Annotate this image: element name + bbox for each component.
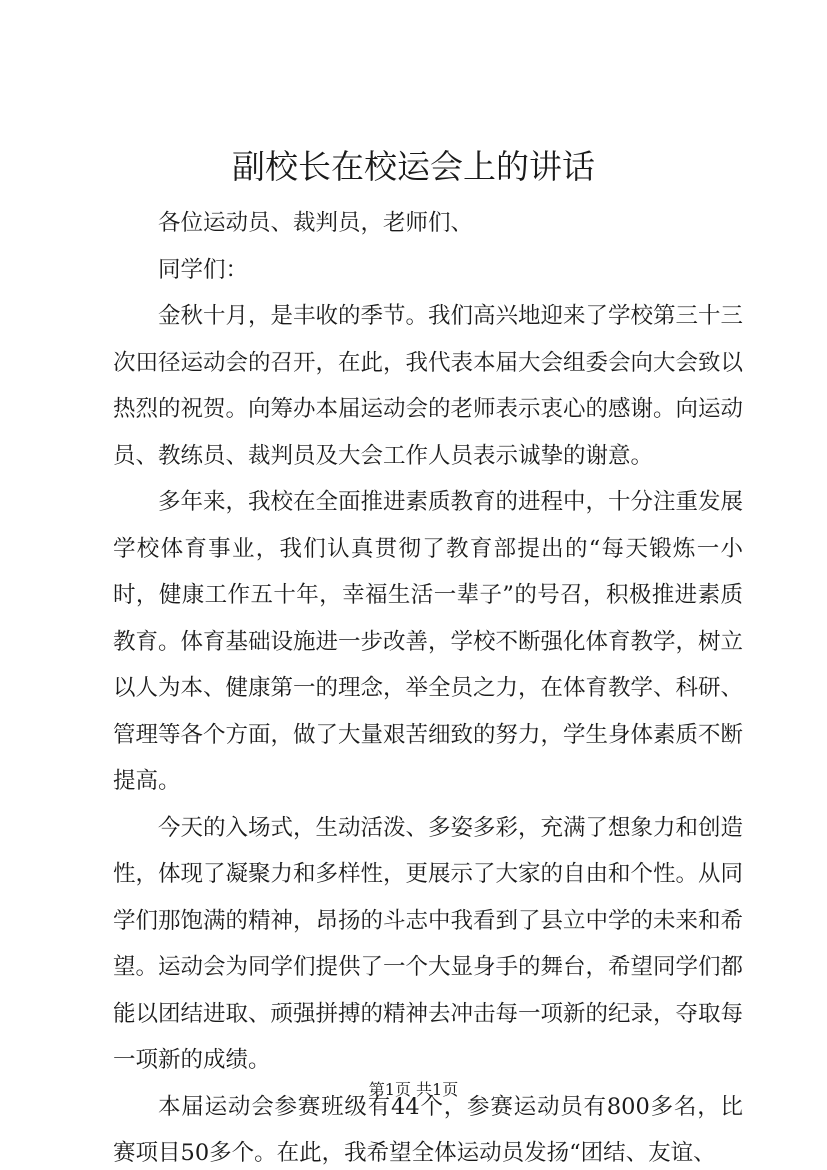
- document-title: 副校长在校运会上的讲话: [232, 147, 595, 186]
- paragraph-4: 本届运动会参赛班级有44个，参赛运动员有800多名，比赛项目50多个。在此，我希望全体运动员发扬“团结、友谊、: [113, 1093, 743, 1166]
- salutation-line-2: 同学们：: [158, 256, 249, 283]
- paragraph-1: 金秋十月，是丰收的季节。我们高兴地迎来了学校第三十三次田径运动会的召开，在此，我代表本届大会组委会向大会致以热烈的祝贺。向筹办本届运动会的老师表示衷心的感谢。向运动员、教练员、裁判员及大会工作人员表示诚挚的谢意。: [113, 303, 744, 469]
- paragraph-3: 今天的入场式，生动活泼、多姿多彩，充满了想象力和创造性，体现了凝聚力和多样性，更展示了大家的自由和个性。从同学们那饱满的精神，昂扬的斗志中我看到了县立中学的未来和希望。运动会为同学们提供了一个大显身手的舞台，希望同学们都能以团结进取、顽强拼搏的精神去冲击每一项新的纪录，夺取每一项新的成绩。: [113, 814, 744, 1073]
- page-footer: 第1页 共1页: [368, 1080, 459, 1099]
- document-body: [113, 200, 743, 1170]
- salutation-line-1: 各位运动员、裁判员，老师们、: [158, 210, 474, 236]
- paragraph-2: 多年来，我校在全面推进素质教育的进程中，十分注重发展学校体育事业，我们认真贯彻了教育部提出的“每天锻炼一小时，健康工作五十年，幸福生活一辈子”的号召，积极推进素质教育。体育基础设施进一步改善，学校不断强化体育教学，树立以人为本、健康第一的理念，举全员之力，在体育教学、科研、管理等各个方面，做了大量艰苦细致的努力，学生身体素质不断提高。: [113, 489, 744, 794]
